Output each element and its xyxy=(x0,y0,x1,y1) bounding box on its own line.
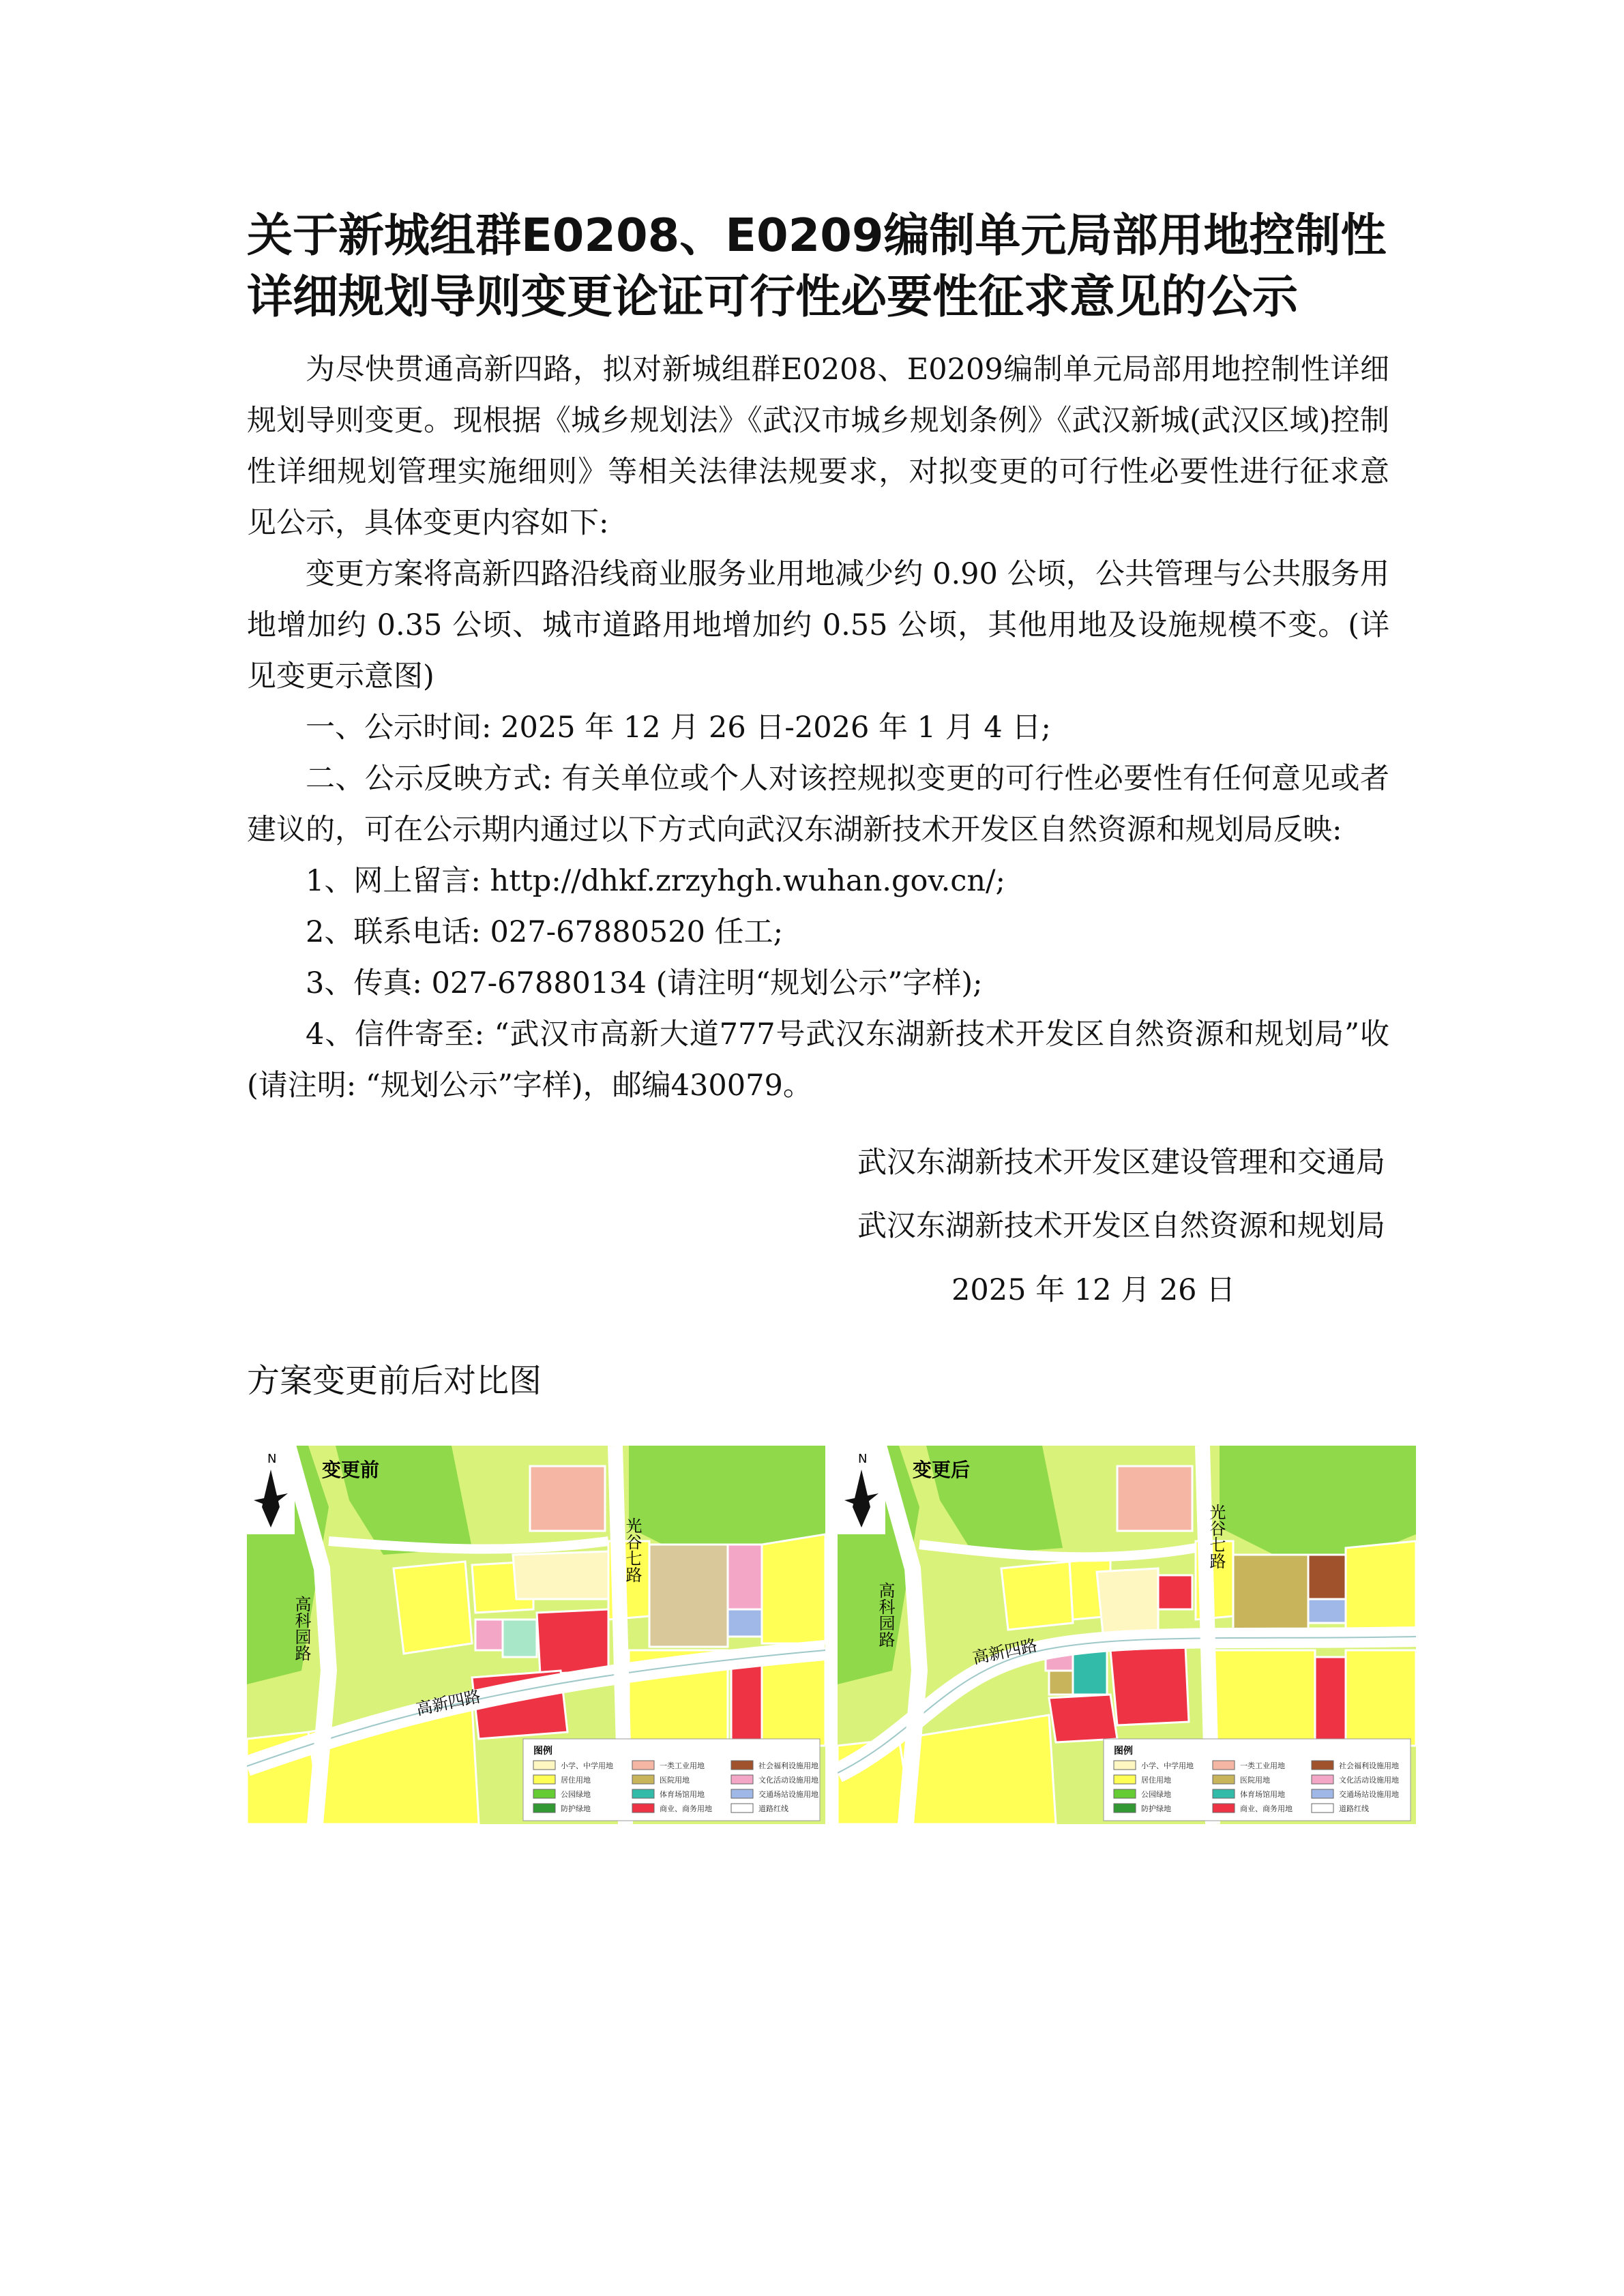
legend-swatch xyxy=(731,1789,753,1798)
map-before xyxy=(247,1446,825,1824)
legend-swatch xyxy=(1213,1804,1235,1813)
legend-swatch xyxy=(533,1804,555,1813)
road-label-gaoxin-after: 高新四路 xyxy=(971,1635,1039,1668)
legend-swatch xyxy=(1114,1789,1136,1798)
commercial-block-north xyxy=(537,1609,608,1674)
signature-org-2: 武汉东湖新技术开发区自然资源和规划局 xyxy=(857,1209,1385,1243)
paragraph-web: 1、网上留言: http://dhkf.zrzyhgh.wuhan.gov.cn/; xyxy=(306,864,1006,898)
title-line-1: 关于新城组群E0208、E0209编制单元局部用地控制性 xyxy=(247,209,1387,262)
legend-label: 体育场馆用地 xyxy=(1240,1790,1285,1799)
figure-title: 方案变更前后对比图 xyxy=(247,1362,542,1400)
paragraph-fax: 3、传真: 027-67880134 (请注明“规划公示”字样); xyxy=(306,966,983,1000)
legend-swatch xyxy=(731,1761,753,1770)
road-label-gaokeyuan-before: 高科园路 xyxy=(292,1596,311,1661)
legend-swatch xyxy=(1213,1761,1235,1770)
paragraph-intro: 为尽快贯通高新四路，拟对新城组群E0208、E0209编制单元局部用地控制性详细规划导则变更。现根据《城乡规划法》《武汉市城乡规划条例》《武汉新城(武汉区域)控制性详细规划管理实施细则》等相关法律法规要求，对拟变更的可行性必要性进行征求意见公示，具体变更内容如下: xyxy=(247,353,1389,540)
signature-org-1: 武汉东湖新技术开发区建设管理和交通局 xyxy=(857,1146,1385,1180)
before-label: 变更前 xyxy=(322,1459,380,1481)
legend-before xyxy=(523,1739,820,1821)
legend-swatch xyxy=(1114,1775,1136,1784)
legend-label: 公园绿地 xyxy=(561,1790,591,1799)
legend-label: 医院用地 xyxy=(660,1776,690,1785)
industrial-block xyxy=(530,1466,605,1531)
title-line-2: 详细规划导则变更论证可行性必要性征求意见的公示 xyxy=(247,270,1298,323)
paragraph-mail: 4、信件寄至: “武汉市高新大道777号武汉东湖新技术开发区自然资源和规划局”收(请注明: “规划公示”字样)，邮编430079。 xyxy=(247,1017,1389,1103)
legend-label: 体育场馆用地 xyxy=(660,1790,705,1799)
legend-label: 居住用地 xyxy=(561,1776,591,1785)
legend-label: 社会福利设施用地 xyxy=(758,1761,818,1770)
legend-after xyxy=(1104,1739,1411,1821)
legend-swatch xyxy=(533,1761,555,1770)
legend-swatch xyxy=(533,1789,555,1798)
legend-swatch xyxy=(1312,1761,1333,1770)
legend-label: 小学、中学用地 xyxy=(1141,1761,1194,1770)
legend-label: 商业、商务用地 xyxy=(1240,1804,1293,1813)
road-label-gaoxin-before: 高新四路 xyxy=(414,1686,483,1719)
paragraph-method: 二、公示反映方式: 有关单位或个人对该控规拟变更的可行性必要性有任何意见或者建议的，可在公示期内通过以下方式向武汉东湖新技术开发区自然资源和规划局反映: xyxy=(247,762,1389,847)
legend-label: 小学、中学用地 xyxy=(561,1761,613,1770)
north-label-after: N xyxy=(858,1452,868,1466)
legend-swatch xyxy=(1114,1804,1136,1813)
legend-label: 居住用地 xyxy=(1141,1776,1171,1785)
legend-label: 交通场站设施用地 xyxy=(1339,1790,1399,1799)
legend-swatch xyxy=(1312,1775,1333,1784)
legend-label: 交通场站设施用地 xyxy=(758,1790,818,1799)
legend-label: 文化活动设施用地 xyxy=(1339,1776,1399,1785)
legend-label: 一类工业用地 xyxy=(660,1761,705,1770)
legend-swatch xyxy=(731,1804,753,1813)
road-label-guanggu-7-before: 光谷七路 xyxy=(623,1517,642,1583)
legend-label: 防护绿地 xyxy=(1141,1804,1171,1813)
legend-label: 防护绿地 xyxy=(561,1804,591,1813)
legend-label: 商业、商务用地 xyxy=(660,1804,712,1813)
after-label: 变更后 xyxy=(913,1459,971,1481)
legend-swatch xyxy=(1312,1804,1333,1813)
legend-swatch xyxy=(632,1775,654,1784)
legend-swatch xyxy=(533,1775,555,1784)
legend-swatch xyxy=(1114,1761,1136,1770)
legend-swatch xyxy=(632,1804,654,1813)
notice-body xyxy=(247,344,1389,1112)
legend-label: 医院用地 xyxy=(1240,1776,1270,1785)
road-label-guanggu-7-after: 光谷七路 xyxy=(1207,1504,1226,1569)
road-label-gaokeyuan-after: 高科园路 xyxy=(876,1582,895,1648)
signature-date: 2025 年 12 月 26 日 xyxy=(951,1273,1236,1307)
paragraph-phone: 2、联系电话: 027-67880520 任工; xyxy=(306,915,784,949)
legend-label: 文化活动设施用地 xyxy=(758,1776,818,1785)
map-after xyxy=(838,1446,1416,1824)
legend-label: 一类工业用地 xyxy=(1240,1761,1285,1770)
legend-swatch xyxy=(1213,1775,1235,1784)
north-label: N xyxy=(267,1452,277,1466)
svg-text:图例: 图例 xyxy=(533,1746,552,1757)
notice-title xyxy=(247,205,1393,327)
legend-swatch xyxy=(1213,1789,1235,1798)
legend-label: 道路红线 xyxy=(1339,1804,1369,1813)
paragraph-time: 一、公示时间: 2025 年 12 月 26 日-2026 年 1 月 4 日; xyxy=(306,711,1051,745)
legend-swatch xyxy=(632,1761,654,1770)
legend-label: 社会福利设施用地 xyxy=(1339,1761,1399,1770)
legend-label: 公园绿地 xyxy=(1141,1790,1171,1799)
legend-swatch xyxy=(731,1775,753,1784)
svg-text:图例: 图例 xyxy=(1114,1746,1133,1757)
legend-swatch xyxy=(632,1789,654,1798)
legend-label: 道路红线 xyxy=(758,1804,788,1813)
paragraph-change: 变更方案将高新四路沿线商业服务业用地减少约 0.90 公顷，公共管理与公共服务用地增加约 0.35 公顷、城市道路用地增加约 0.55 公顷，其他用地及设施规模不变。(详见变更示意图) xyxy=(247,557,1389,694)
legend-swatch xyxy=(1312,1789,1333,1798)
